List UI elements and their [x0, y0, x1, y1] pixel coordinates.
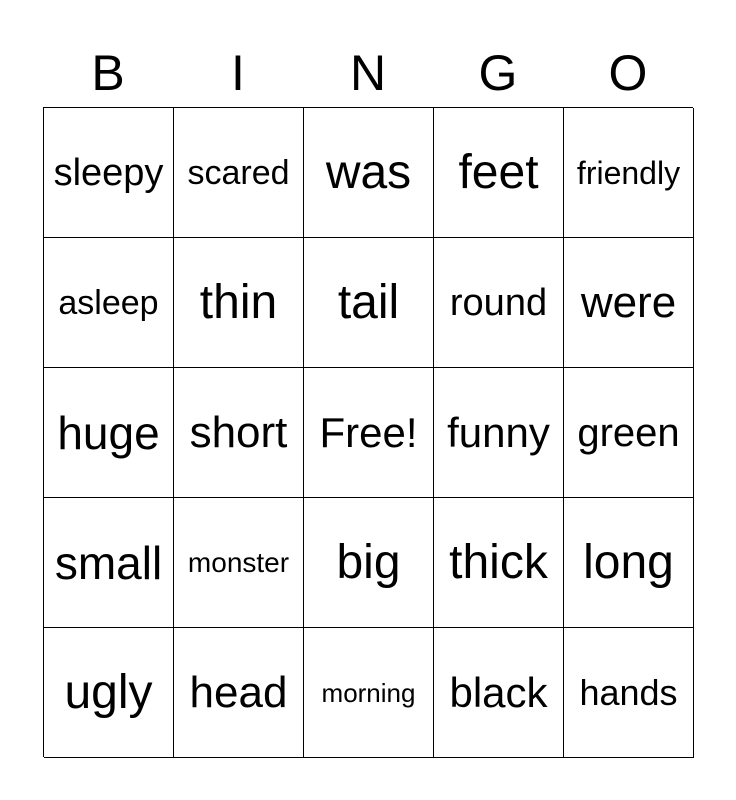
bingo-cell: were	[564, 238, 694, 368]
bingo-cell: feet	[434, 108, 564, 238]
bingo-cell: was	[304, 108, 434, 238]
bingo-cell: green	[564, 368, 694, 498]
bingo-cell: ugly	[44, 628, 174, 758]
bingo-cell: big	[304, 498, 434, 628]
bingo-cell: thick	[434, 498, 564, 628]
bingo-cell: long	[564, 498, 694, 628]
bingo-cell: head	[174, 628, 304, 758]
header-letter-b: B	[91, 45, 125, 101]
bingo-cell: asleep	[44, 238, 174, 368]
bingo-board	[43, 107, 693, 757]
bingo-cell: tail	[304, 238, 434, 368]
bingo-cell: funny	[434, 368, 564, 498]
bingo-header	[43, 40, 693, 106]
bingo-cell: huge	[44, 368, 174, 498]
header-letter-g: G	[478, 45, 518, 101]
bingo-cell-free: Free!	[304, 368, 434, 498]
bingo-cell: short	[174, 368, 304, 498]
bingo-cell: scared	[174, 108, 304, 238]
header-letter-i: I	[231, 45, 245, 101]
bingo-cell: round	[434, 238, 564, 368]
bingo-cell: monster	[174, 498, 304, 628]
header-letter-o: O	[608, 45, 648, 101]
bingo-cell: thin	[174, 238, 304, 368]
bingo-cell: morning	[304, 628, 434, 758]
bingo-cell: small	[44, 498, 174, 628]
bingo-cell: hands	[564, 628, 694, 758]
bingo-cell: black	[434, 628, 564, 758]
bingo-cell: sleepy	[44, 108, 174, 238]
bingo-cell: friendly	[564, 108, 694, 238]
header-letter-n: N	[349, 45, 387, 101]
